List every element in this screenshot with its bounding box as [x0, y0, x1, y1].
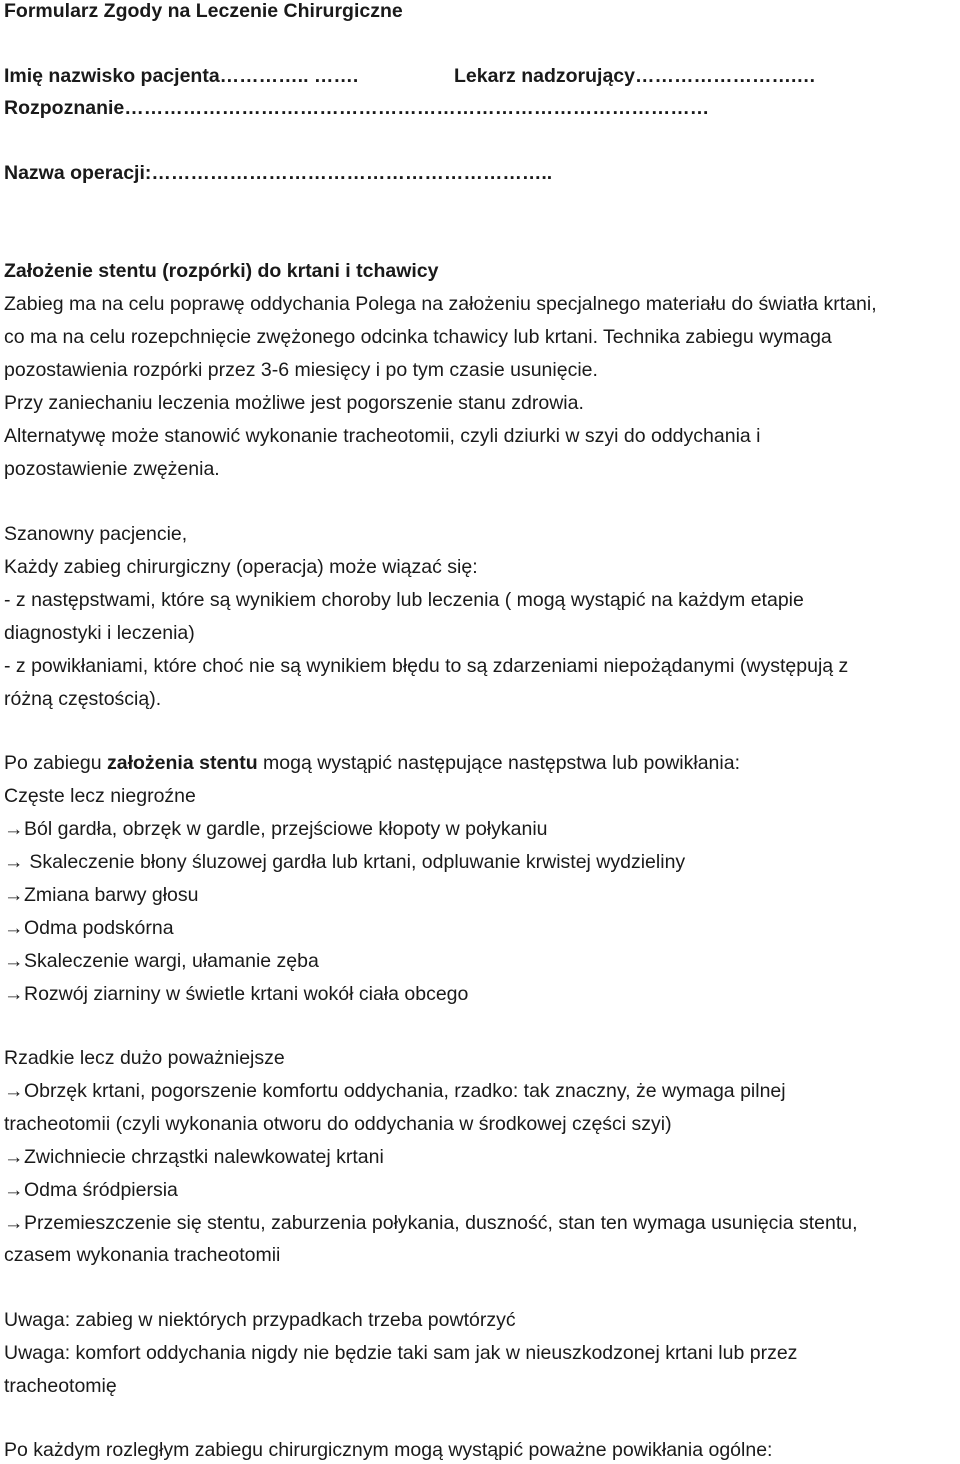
- item-text: Ból gardła, obrzęk w gardle, przejściowe kłopoty w połykaniu: [24, 818, 548, 840]
- rare-complication-item: [4, 1145, 384, 1169]
- arrow-icon: →: [4, 1179, 24, 1201]
- arrow-icon: →: [4, 851, 24, 873]
- complications-intro: [4, 751, 740, 775]
- arrow-icon: →: [4, 1080, 24, 1102]
- warning-line: tracheotomię: [4, 1375, 117, 1397]
- procedure-text-line: pozostawienia rozpórki przez 3-6 miesięcy i po tym czasie usunięcie.: [4, 359, 598, 381]
- item-text: Zmiana barwy głosu: [24, 884, 199, 906]
- item-text: Obrzęk krtani, pogorszenie komfortu oddychania, rzadko: tak znaczny, że wymaga pilnej: [24, 1080, 786, 1102]
- notice-text-line: różną częstością).: [4, 688, 162, 710]
- rare-complication-item: [4, 1079, 786, 1103]
- common-complication-item: [4, 982, 468, 1006]
- diagnosis-field: Rozpoznanie………………………………………………………………………………: [4, 97, 710, 119]
- notice-text-line: diagnostyki i leczenia): [4, 622, 195, 644]
- intro-text-bold: założenia stentu: [107, 752, 258, 774]
- procedure-heading: Założenie stentu (rozpórki) do krtani i tchawicy: [4, 260, 439, 282]
- common-complications-heading: Częste lecz niegroźne: [4, 785, 196, 807]
- item-text: Przemieszczenie się stentu, zaburzenia połykania, duszność, stan ten wymaga usunięcia stentu,: [24, 1212, 858, 1234]
- procedure-text-line: Alternatywę może stanowić wykonanie tracheotomii, czyli dziurki w szyi do oddychania i: [4, 425, 761, 447]
- arrow-icon: →: [4, 917, 24, 939]
- common-complication-item: [4, 883, 199, 907]
- common-complication-item: [4, 817, 548, 841]
- item-text: Odma śródpiersia: [24, 1179, 178, 1201]
- item-text: Rozwój ziarniny w świetle krtani wokół ciała obcego: [24, 983, 469, 1005]
- common-complication-item: [4, 850, 685, 874]
- rare-complication-continuation: czasem wykonania tracheotomii: [4, 1244, 281, 1266]
- common-complication-item: [4, 949, 319, 973]
- rare-complications-heading: Rzadkie lecz dużo poważniejsze: [4, 1047, 285, 1069]
- arrow-icon: →: [4, 1212, 24, 1234]
- notice-text-line: - z powikłaniami, które choć nie są wynikiem błędu to są zdarzeniami niepożądanymi (występują z: [4, 655, 849, 677]
- intro-text-after: mogą wystąpić następujące następstwa lub powikłania:: [257, 752, 740, 774]
- procedure-text-line: pozostawienie zwężenia.: [4, 458, 220, 480]
- item-text: Skaleczenie błony śluzowej gardła lub krtani, odpluwanie krwistej wydzieliny: [24, 851, 686, 873]
- item-text: Zwichniecie chrząstki nalewkowatej krtani: [24, 1146, 384, 1168]
- rare-complication-item: [4, 1178, 178, 1202]
- item-text: Skaleczenie wargi, ułamanie zęba: [24, 950, 319, 972]
- procedure-text-line: Zabieg ma na celu poprawę oddychania Polega na założeniu specjalnego materiału do światła krtani,: [4, 293, 877, 315]
- form-title: Formularz Zgody na Leczenie Chirurgiczne: [4, 0, 403, 22]
- warning-line: Uwaga: komfort oddychania nigdy nie będzie taki sam jak w nieuszkodzonej krtani lub przez: [4, 1342, 798, 1364]
- rare-complication-continuation: tracheotomii (czyli wykonania otworu do oddychania w środkowej części szyi): [4, 1113, 672, 1135]
- warning-line: Uwaga: zabieg w niektórych przypadkach trzeba powtórzyć: [4, 1309, 516, 1331]
- arrow-icon: →: [4, 884, 24, 906]
- procedure-text-line: co ma na celu rozepchnięcie zwężonego odcinka tchawicy lub krtani. Technika zabiegu wymaga: [4, 326, 832, 348]
- rare-complication-item: [4, 1211, 858, 1235]
- arrow-icon: →: [4, 818, 24, 840]
- supervising-doctor-field: Lekarz nadzorujący…………………….…: [454, 65, 816, 87]
- intro-text-before: Po zabiegu: [4, 752, 107, 774]
- notice-text-line: - z następstwami, które są wynikiem choroby lub leczenia ( mogą wystąpić na każdym etapie: [4, 589, 804, 611]
- patient-name-field: Imię nazwisko pacjenta………….. …….: [4, 65, 359, 87]
- arrow-icon: →: [4, 1146, 24, 1168]
- notice-greeting: Szanowny pacjencie,: [4, 523, 188, 545]
- common-complication-item: [4, 916, 174, 940]
- item-text: Odma podskórna: [24, 917, 174, 939]
- arrow-icon: →: [4, 983, 24, 1005]
- arrow-icon: →: [4, 950, 24, 972]
- procedure-text-line: Przy zaniechaniu leczenia możliwe jest pogorszenie stanu zdrowia.: [4, 392, 584, 414]
- notice-text-line: Każdy zabieg chirurgiczny (operacja) może wiązać się:: [4, 556, 478, 578]
- general-complications-line: Po każdym rozległym zabiegu chirurgicznym mogą wystąpić poważne powikłania ogólne:: [4, 1439, 773, 1461]
- operation-name-field: Nazwa operacji:……………………………………………………..: [4, 162, 553, 184]
